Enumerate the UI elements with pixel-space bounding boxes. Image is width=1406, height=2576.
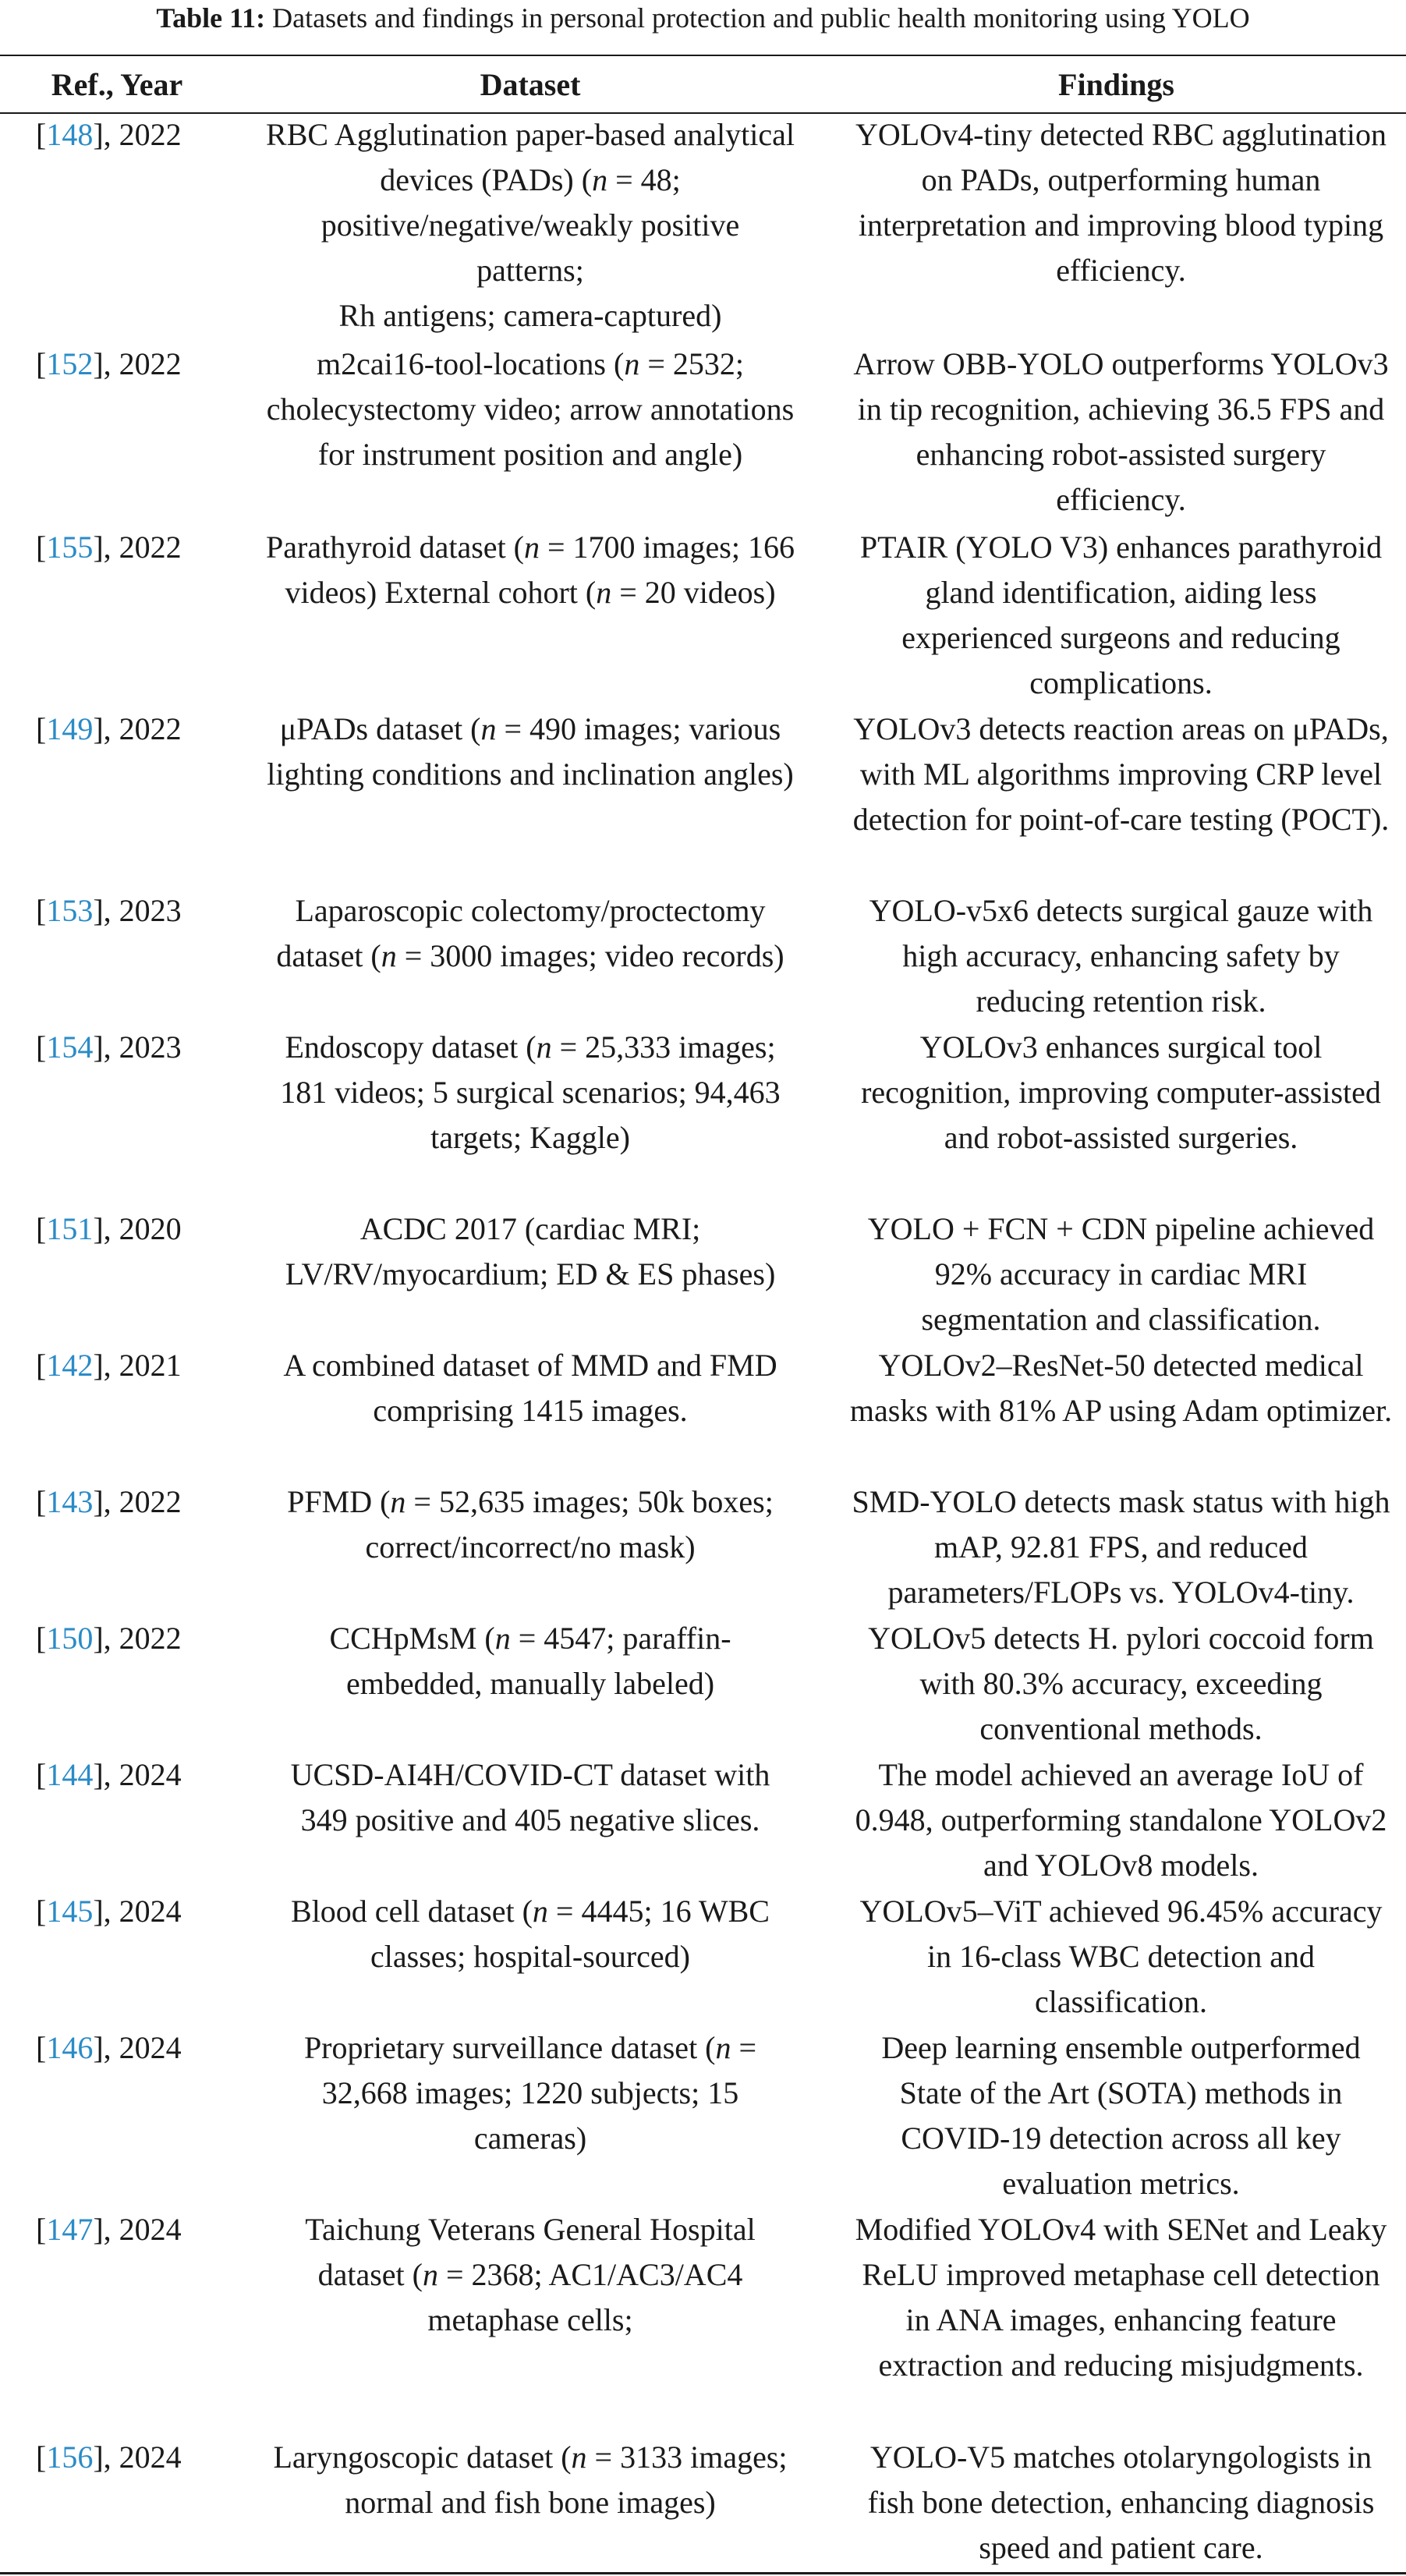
citation-link[interactable]: 143 xyxy=(46,1484,94,1519)
citation-link[interactable]: 150 xyxy=(46,1621,94,1656)
findings-cell: YOLO-v5x6 detects surgical gauze with high accuracy, enhancing safety by reducing retention risk. xyxy=(869,893,1373,1019)
findings-cell: YOLOv3 detects reaction areas on μPADs, with ML algorithms improving CRP level detection for point-of-care testing (POCT). xyxy=(852,711,1390,837)
ref-year-cell: [148], 2022 xyxy=(36,117,182,152)
dataset-cell: Laryngoscopic dataset (n = 3133 images; normal and fish bone images) xyxy=(273,2440,788,2520)
ref-year-cell: [154], 2023 xyxy=(36,1029,182,1065)
citation-link[interactable]: 152 xyxy=(46,346,94,381)
ref-year-cell: [153], 2023 xyxy=(36,893,182,928)
findings-cell: YOLOv3 enhances surgical tool recognition, improving computer-assisted and robot-assisted surgeries. xyxy=(861,1029,1381,1155)
table-row xyxy=(0,342,1406,525)
ref-year-cell: [155], 2022 xyxy=(36,530,182,565)
citation-link[interactable]: 148 xyxy=(46,117,94,152)
ref-year-cell: [142], 2021 xyxy=(36,1348,182,1383)
citation-link[interactable]: 154 xyxy=(46,1029,94,1065)
dataset-cell: Parathyroid dataset (n = 1700 images; 166 videos) External cohort (n = 20 videos) xyxy=(266,530,795,610)
ref-year-cell: [149], 2022 xyxy=(36,711,182,746)
citation-link[interactable]: 155 xyxy=(46,530,94,565)
table-row xyxy=(0,2025,1406,2207)
table-row xyxy=(0,2207,1406,2435)
dataset-cell: Proprietary surveillance dataset (n = 32,668 images; 1220 subjects; 15 cameras) xyxy=(303,2030,757,2156)
findings-cell: Arrow OBB-YOLO outperforms YOLOv3 in tip recognition, achieving 36.5 FPS and enhancing robot-assisted surgery efficiency. xyxy=(853,346,1389,517)
citation-link[interactable]: 153 xyxy=(46,893,94,928)
ref-year-cell: [151], 2020 xyxy=(36,1211,182,1246)
table-caption-text: Datasets and findings in personal protection and public health monitoring using YOLO xyxy=(272,2,1250,34)
citation-link[interactable]: 145 xyxy=(46,1894,94,1929)
table-row xyxy=(0,1752,1406,1889)
findings-cell: Deep learning ensemble outperformed State of the Art (SOTA) methods in COVID-19 detection across all key evaluation metrics. xyxy=(881,2030,1361,2201)
table-row xyxy=(0,707,1406,888)
header-row xyxy=(0,56,1406,112)
table-caption-label: Table 11: xyxy=(156,2,266,34)
dataset-cell: Endoscopy dataset (n = 25,333 images; 181 videos; 5 surgical scenarios; 94,463 targets; Kaggle) xyxy=(280,1029,781,1155)
header-dataset: Dataset xyxy=(480,66,581,102)
citation-link[interactable]: 146 xyxy=(46,2030,94,2065)
dataset-cell: Taichung Veterans General Hospital dataset (n = 2368; AC1/AC3/AC4 metaphase cells; xyxy=(305,2212,756,2337)
findings-cell: The model achieved an average IoU of 0.948, outperforming standalone YOLOv2 and YOLOv8 models. xyxy=(855,1757,1387,1883)
dataset-cell: Laparoscopic colectomy/proctectomy dataset (n = 3000 images; video records) xyxy=(276,893,784,973)
table-row xyxy=(0,1479,1406,1616)
dataset-cell: m2cai16-tool-locations (n = 2532; cholecystectomy video; arrow annotations for instrument position and angle) xyxy=(266,346,795,472)
table-row xyxy=(0,1343,1406,1479)
citation-link[interactable]: 142 xyxy=(46,1348,94,1383)
findings-cell: YOLOv2–ResNet-50 detected medical masks with 81% AP using Adam optimizer. xyxy=(849,1348,1393,1428)
table-row xyxy=(0,1025,1406,1207)
findings-cell: SMD-YOLO detects mask status with high mAP, 92.81 FPS, and reduced parameters/FLOPs vs. YOLOv4-tiny. xyxy=(852,1484,1390,1610)
table-row xyxy=(0,1616,1406,1752)
ref-year-cell: [144], 2024 xyxy=(36,1757,182,1792)
dataset-cell: PFMD (n = 52,635 images; 50k boxes; correct/incorrect/no mask) xyxy=(287,1484,774,1564)
ref-year-cell: [152], 2022 xyxy=(36,346,182,381)
datasets-table xyxy=(0,56,1406,2571)
header-ref-year: Ref., Year xyxy=(51,66,183,102)
table-row xyxy=(0,525,1406,707)
table-row xyxy=(0,1207,1406,1343)
findings-cell: YOLOv5–ViT achieved 96.45% accuracy in 16-class WBC detection and classification. xyxy=(859,1894,1383,2019)
citation-link[interactable]: 147 xyxy=(46,2212,94,2247)
findings-cell: PTAIR (YOLO V3) enhances parathyroid gland identification, aiding less experienced surgeons and reducing complications. xyxy=(859,530,1383,700)
citation-link[interactable]: 156 xyxy=(46,2440,94,2475)
ref-year-cell: [143], 2022 xyxy=(36,1484,182,1519)
table-row xyxy=(0,112,1406,342)
table-caption xyxy=(0,0,1406,36)
findings-cell: YOLO-V5 matches otolaryngologists in fish bone detection, enhancing diagnosis speed and patient care. xyxy=(867,2440,1375,2565)
findings-cell: YOLOv5 detects H. pylori coccoid form with 80.3% accuracy, exceeding conventional methods. xyxy=(868,1621,1374,1746)
dataset-cell: RBC Agglutination paper-based analytical devices (PADs) (n = 48; positive/negative/weakly positive patterns; Rh antigens; camera-captured) xyxy=(266,117,795,333)
table-row xyxy=(0,888,1406,1025)
dataset-cell: A combined dataset of MMD and FMD comprising 1415 images. xyxy=(283,1348,777,1428)
findings-cell: YOLOv4-tiny detected RBC agglutination on PADs, outperforming human interpretation and improving blood typing efficiency. xyxy=(855,117,1387,288)
dataset-cell: Blood cell dataset (n = 4445; 16 WBC classes; hospital-sourced) xyxy=(291,1894,770,1974)
ref-year-cell: [146], 2024 xyxy=(36,2030,182,2065)
citation-link[interactable]: 151 xyxy=(46,1211,94,1246)
dataset-cell: CCHpMsM (n = 4547; paraffin-embedded, manually labeled) xyxy=(329,1621,731,1701)
ref-year-cell: [147], 2024 xyxy=(36,2212,182,2247)
citation-link[interactable]: 144 xyxy=(46,1757,94,1792)
dataset-cell: μPADs dataset (n = 490 images; various lighting conditions and inclination angles) xyxy=(267,711,794,792)
dataset-cell: ACDC 2017 (cardiac MRI; LV/RV/myocardium; ED & ES phases) xyxy=(285,1211,776,1292)
citation-link[interactable]: 149 xyxy=(46,711,94,746)
ref-year-cell: [145], 2024 xyxy=(36,1894,182,1929)
header-findings: Findings xyxy=(1058,66,1174,102)
findings-cell: Modified YOLOv4 with SENet and Leaky ReLU improved metaphase cell detection in ANA images, enhancing feature extraction and reducing misjudgments. xyxy=(855,2212,1387,2383)
ref-year-cell: [156], 2024 xyxy=(36,2440,182,2475)
findings-cell: YOLO + FCN + CDN pipeline achieved 92% accuracy in cardiac MRI segmentation and classification. xyxy=(867,1211,1375,1337)
ref-year-cell: [150], 2022 xyxy=(36,1621,182,1656)
table-row xyxy=(0,1889,1406,2025)
dataset-cell: UCSD-AI4H/COVID-CT dataset with 349 positive and 405 negative slices. xyxy=(290,1757,770,1837)
table-row xyxy=(0,2435,1406,2571)
bottom-rule xyxy=(0,2572,1406,2574)
